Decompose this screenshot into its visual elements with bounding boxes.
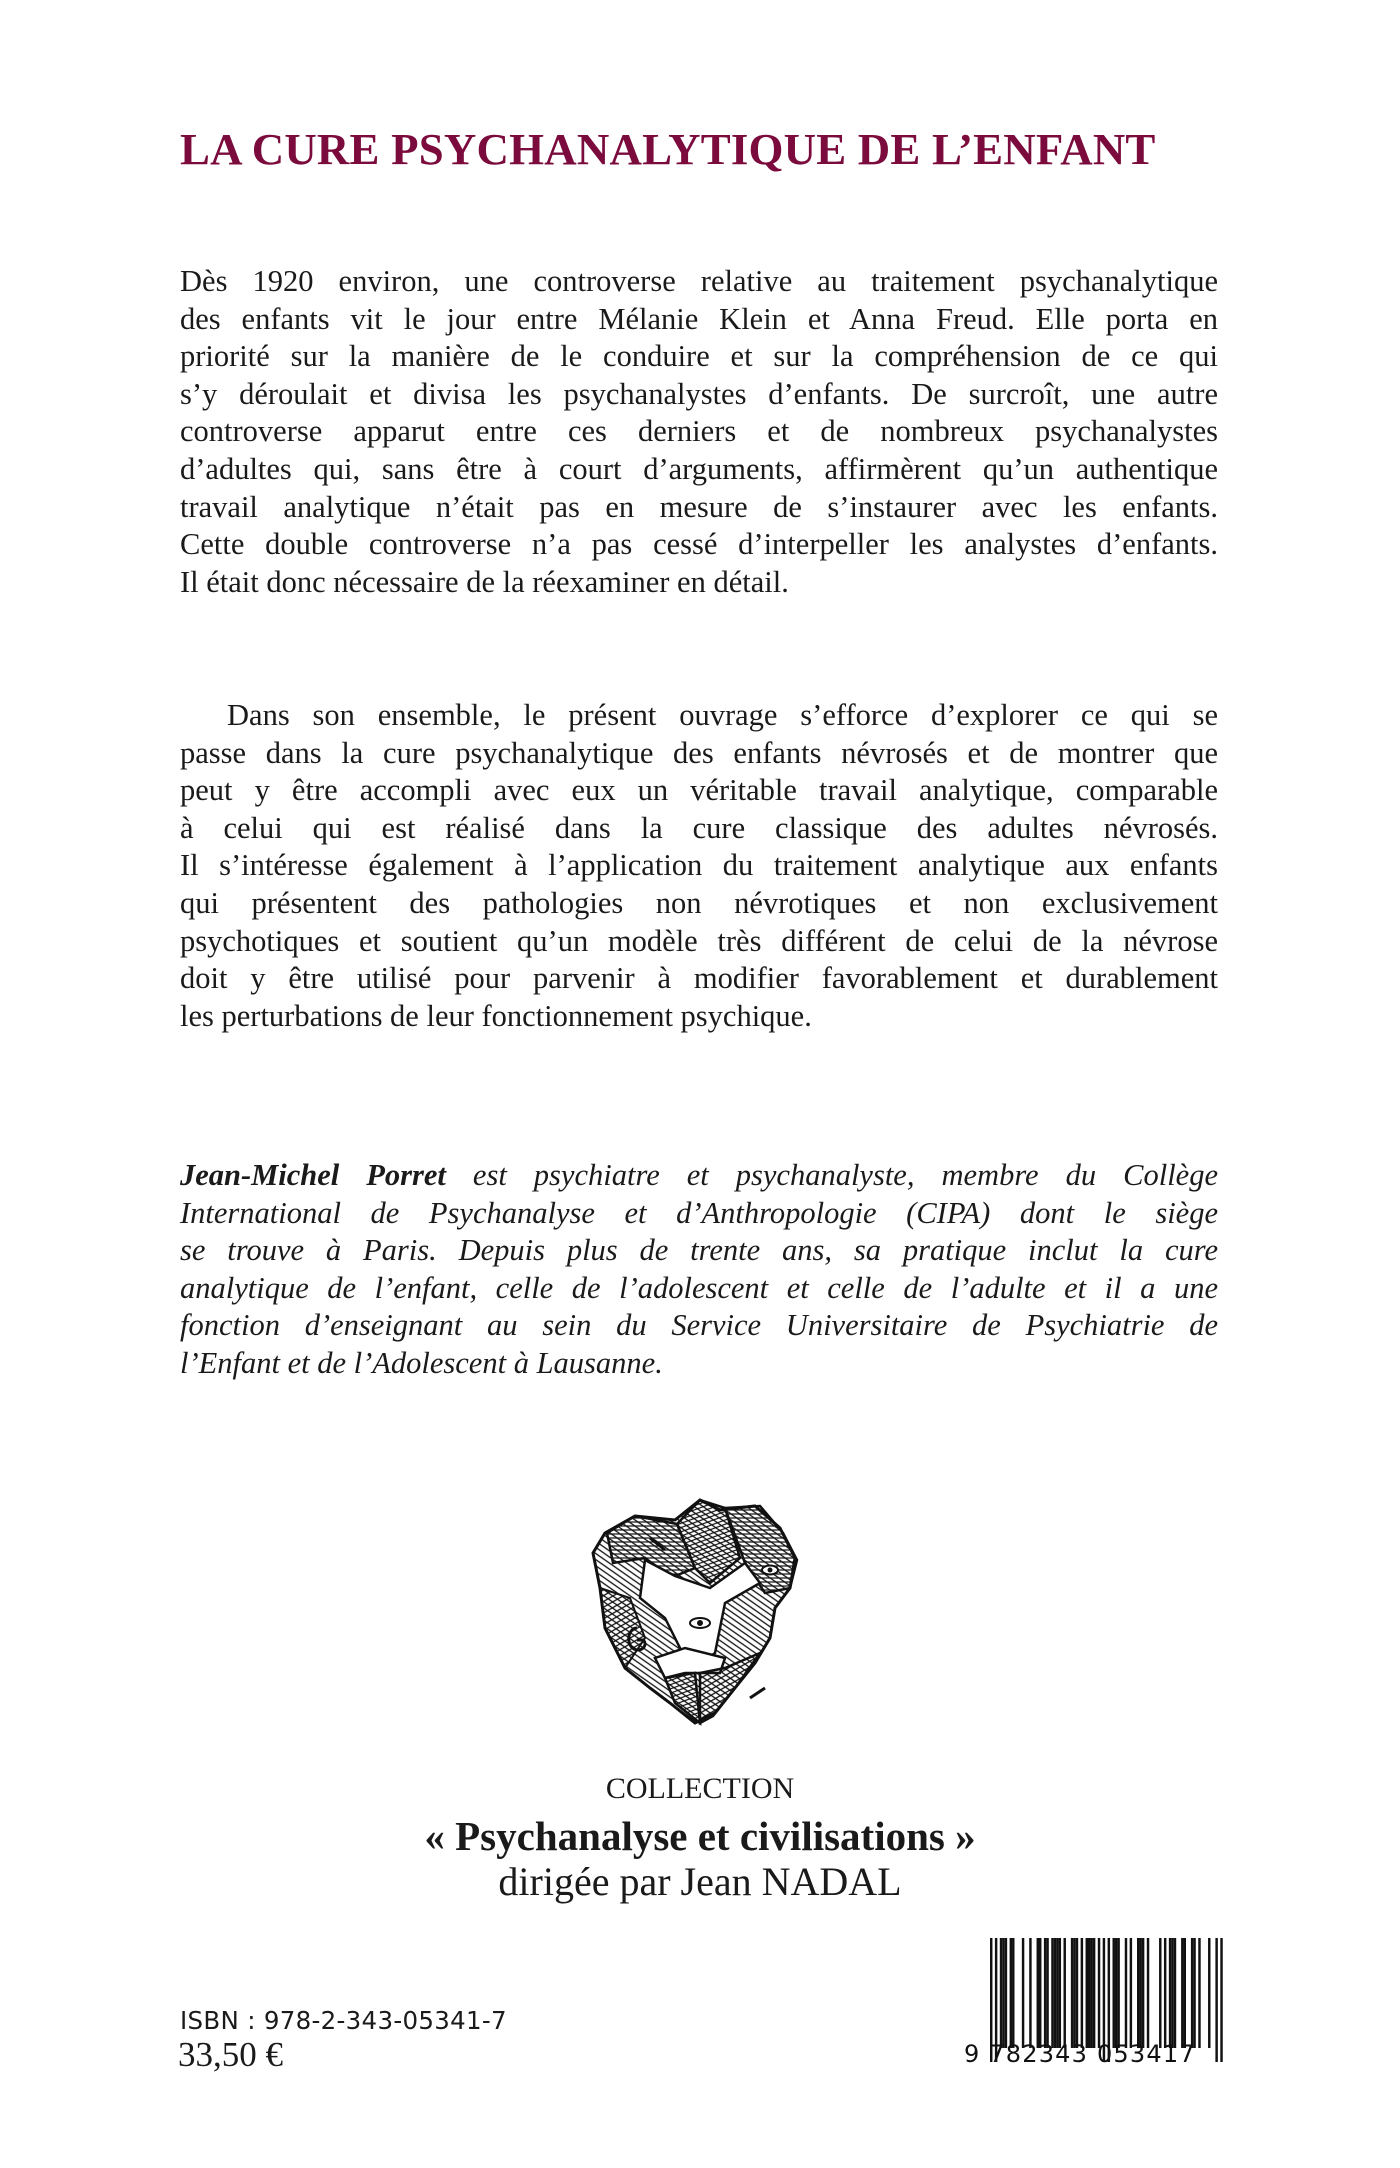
barcode-bar — [1125, 1938, 1127, 2048]
barcode-bar — [1044, 1938, 1046, 2048]
barcode-bar — [1130, 1938, 1132, 2048]
book-title: LA CURE PSYCHANALYTIQUE DE L’ENFANT — [180, 125, 1156, 174]
barcode-bar — [1193, 1938, 1195, 2048]
barcode-bar — [1198, 1938, 1200, 2048]
text-line: analytique de l’enfant, celle de l’adolescent et celle de l’adulte et il a une — [180, 1270, 1218, 1305]
barcode-bar — [1000, 1938, 1002, 2048]
price: 33,50 € — [178, 2035, 283, 2074]
barcode-bar — [1002, 1938, 1004, 2048]
text-line: Il s’intéresse également à l’application du traitement analytique aux enfants — [180, 848, 1218, 883]
text-line: passe dans la cure psychanalytique des enfants névrosés et de montrer que — [180, 735, 1218, 770]
barcode-bar — [1113, 1938, 1115, 2048]
text-line: doit y être utilisé pour parvenir à modifier favorablement et durablement — [180, 961, 1218, 996]
barcode-bar — [1137, 1938, 1139, 2048]
barcode-bar — [1220, 1938, 1222, 2062]
collection-director: dirigée par Jean NADAL — [498, 1859, 902, 1904]
barcode-bar — [1073, 1938, 1075, 2048]
barcode-bar — [1059, 1938, 1061, 2048]
text-line: controverse apparut entre ces derniers et de nombreux psychanalystes — [180, 414, 1218, 449]
text-line: peut y être accompli avec eux un véritable travail analytique, comparable — [180, 773, 1218, 808]
collection-label: COLLECTION — [605, 1772, 795, 1805]
barcode-bar — [1071, 1938, 1073, 2048]
barcode-bar — [1164, 1938, 1166, 2048]
text-line: s’y déroulait et divisa les psychanalystes d’enfants. De surcroît, une autre — [180, 376, 1218, 411]
barcode-bar — [1010, 1938, 1012, 2048]
barcode-bar — [1064, 1938, 1066, 2048]
barcode-bar — [1115, 1938, 1117, 2048]
author-biography — [180, 1157, 1218, 1383]
barcode-bar — [1181, 1938, 1183, 2048]
text-line: psychotiques et soutient qu’un modèle très différent de celui de la névrose — [180, 923, 1218, 958]
barcode-bar — [1046, 1938, 1048, 2048]
barcode-bar — [1051, 1938, 1053, 2048]
text-line: travail analytique n’était pas en mesure de s’instaurer avec les enfants. — [180, 489, 1218, 524]
barcode-bar — [1159, 1938, 1161, 2048]
barcode-bar — [1139, 1938, 1141, 2048]
collection-name: « Psychanalyse et civilisations » — [424, 1813, 976, 1859]
barcode-bar — [1171, 1938, 1173, 2048]
barcode-bar — [1081, 1938, 1083, 2048]
barcode-bar — [1086, 1938, 1088, 2048]
bio-first-line: est psychiatre et psychanalyste, membre du Collège — [445, 1158, 1218, 1192]
barcode-bar — [1098, 1938, 1100, 2048]
barcode-bar — [1039, 1938, 1041, 2048]
text-line: International de Psychanalyse et d’Anthropologie (CIPA) dont le siège — [180, 1195, 1218, 1230]
barcode-bar — [1169, 1938, 1171, 2048]
text-line: se trouve à Paris. Depuis plus de trente ans, sa pratique inclut la cure — [180, 1233, 1218, 1268]
text-line: Dès 1920 environ, une controverse relative au traitement psychanalytique — [180, 264, 1218, 298]
text-line: l’Enfant et de l’Adolescent à Lausanne. — [180, 1345, 663, 1380]
barcode-bar — [1147, 1938, 1149, 2048]
summary-paragraph-2 — [180, 697, 1218, 1035]
text-line: Dans son ensemble, le présent ouvrage s’efforce d’explorer ce qui se — [227, 698, 1218, 732]
text-line — [180, 1157, 1218, 1195]
summary-paragraph-1 — [180, 263, 1218, 601]
barcode-bar — [1184, 1938, 1186, 2048]
barcode-bar — [1054, 1938, 1056, 2048]
publisher-emblem-icon — [585, 1488, 815, 1733]
barcode-bar — [1056, 1938, 1058, 2048]
barcode-bar — [1088, 1938, 1090, 2048]
barcode-bar — [1012, 1938, 1014, 2048]
barcode-bar — [1117, 1938, 1119, 2048]
barcode-bar — [1090, 1938, 1092, 2048]
text-line: Il était donc nécessaire de la réexaminer en détail. — [180, 564, 789, 599]
barcode-bar — [1208, 1938, 1210, 2048]
barcode-bar — [1093, 1938, 1095, 2048]
barcode-bar — [1037, 1938, 1039, 2048]
text-line: Cette double controverse n’a pas cessé d’interpeller les analystes d’enfants. — [180, 527, 1218, 562]
barcode-digits: 9 782343 053417 — [964, 2040, 1196, 2068]
barcode-bar — [1022, 1938, 1024, 2048]
barcode-bar — [1142, 1938, 1144, 2048]
text-line: fonction d’enseignant au sein du Service Universitaire de Psychiatrie de — [180, 1308, 1218, 1343]
barcode-bar — [1076, 1938, 1078, 2048]
barcode-bar — [1215, 1938, 1217, 2062]
barcode-bar — [1029, 1938, 1031, 2048]
text-line: à celui qui est réalisé dans la cure classique des adultes névrosés. — [180, 810, 1218, 845]
barcode-bar — [1174, 1938, 1176, 2048]
text-line: des enfants vit le jour entre Mélanie Klein et Anna Freud. Elle porta en — [180, 301, 1218, 336]
isbn: ISBN : 978-2-343-05341-7 — [180, 2006, 507, 2035]
barcode-bar — [1005, 1938, 1007, 2048]
text-line: les perturbations de leur fonctionnement psychique. — [180, 998, 812, 1033]
author-name: Jean-Michel Porret — [180, 1158, 446, 1192]
text-line: d’adultes qui, sans être à court d’arguments, affirmèrent qu’un authentique — [180, 451, 1218, 486]
text-line: priorité sur la manière de le conduire et sur la compréhension de ce qui — [180, 339, 1218, 374]
text-line: qui présentent des pathologies non névrotiques et non exclusivement — [180, 885, 1218, 920]
barcode-bar — [1191, 1938, 1193, 2048]
